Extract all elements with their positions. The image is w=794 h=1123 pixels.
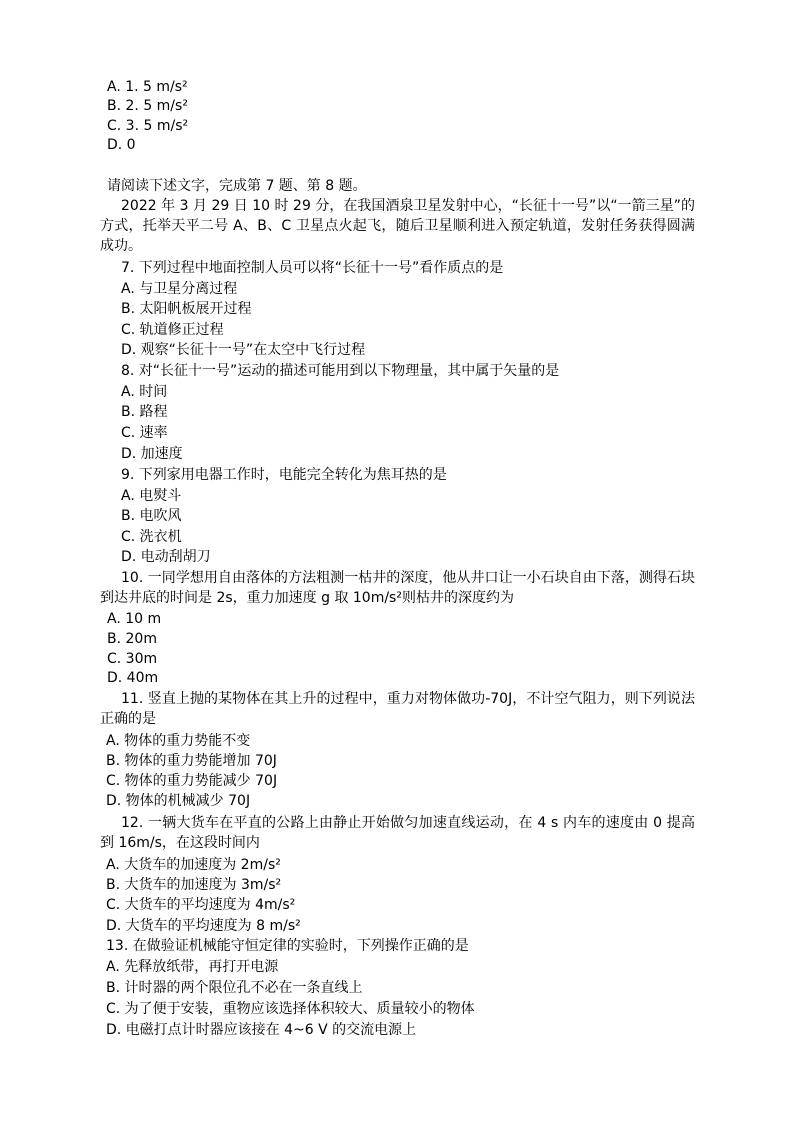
q12-option-d: D. 大货车的平均速度为 8 m/s²: [106, 918, 301, 934]
q7-option-d: D. 观察“长征十一号”在太空中飞行过程: [121, 342, 366, 358]
q9-stem: 9. 下列家用电器工作时，电能完全转化为焦耳热的是: [121, 467, 447, 483]
q13-option-a: A. 先释放纸带，再打开电源: [106, 959, 279, 975]
q9-option-a: A. 电熨斗: [121, 488, 182, 504]
q13-option-d: D. 电磁打点计时器应该接在 4~6 V 的交流电源上: [106, 1022, 417, 1038]
q7-option-a: A. 与卫星分离过程: [121, 281, 238, 297]
q8-option-a: A. 时间: [121, 384, 168, 400]
q11-stem: 11. 竖直上抛的某物体在其上升的过程中，重力对物体做功-70J，不计空气阻力，则下列说法正确的是: [100, 691, 695, 727]
reading-passage: 2022 年 3 月 29 日 10 时 29 分，在我国酒泉卫星发射中心，“长征十一号”以“一箭三星”的方式，托举天平二号 A、B、C 卫星点火起飞，随后卫星顺利进入预定轨道，发射任务获得圆满成功。: [100, 198, 695, 254]
q7-option-c: C. 轨道修正过程: [121, 322, 224, 338]
prev-option-a: A. 1. 5 m/s²: [107, 79, 188, 95]
reading-instruction: 请阅读下述文字，完成第 7 题、第 8 题。: [107, 178, 367, 194]
q12-option-c: C. 大货车的平均速度为 4m/s²: [106, 897, 296, 913]
q12-option-a: A. 大货车的加速度为 2m/s²: [106, 857, 281, 873]
q7-stem: 7. 下列过程中地面控制人员可以将“长征十一号”看作质点的是: [121, 260, 504, 276]
q13-option-c: C. 为了便于安装，重物应该选择体积较大、质量较小的物体: [106, 1001, 475, 1017]
q10-option-d: D. 40m: [107, 670, 159, 686]
prev-option-c: C. 3. 5 m/s²: [107, 118, 189, 134]
q8-option-b: B. 路程: [121, 404, 168, 420]
q7-option-b: B. 太阳帆板展开过程: [121, 301, 252, 317]
q8-option-d: D. 加速度: [121, 446, 183, 462]
q12-option-b: B. 大货车的加速度为 3m/s²: [106, 877, 282, 893]
q8-stem: 8. 对“长征十一号”运动的描述可能用到以下物理量，其中属于矢量的是: [121, 363, 560, 379]
prev-option-d: D. 0: [107, 137, 136, 153]
prev-option-b: B. 2. 5 m/s²: [107, 98, 188, 114]
q10-stem: 10. 一同学想用自由落体的方法粗测一枯井的深度，他从井口让一小石块自由下落，测得石块到达井底的时间是 2s，重力加速度 g 取 10m/s²则枯井的深度约为: [100, 570, 695, 606]
q11-option-b: B. 物体的重力势能增加 70J: [106, 753, 277, 769]
q13-stem: 13. 在做验证机械能守恒定律的实验时，下列操作正确的是: [106, 938, 469, 954]
q11-option-d: D. 物体的机械减少 70J: [106, 793, 251, 809]
q8-option-c: C. 速率: [121, 425, 168, 441]
q12-stem: 12. 一辆大货车在平直的公路上由静止开始做匀加速直线运动，在 4 s 内车的速度由 0 提高到 16m/s，在这段时间内: [100, 815, 695, 851]
q10-option-a: A. 10 m: [107, 611, 162, 627]
q13-option-b: B. 计时器的两个限位孔不必在一条直线上: [106, 980, 363, 996]
q9-option-c: C. 洗衣机: [121, 529, 182, 545]
q10-option-b: B. 20m: [107, 631, 157, 647]
q11-option-a: A. 物体的重力势能不变: [106, 733, 251, 749]
q10-option-c: C. 30m: [107, 651, 158, 667]
q11-option-c: C. 物体的重力势能减少 70J: [106, 773, 278, 789]
q9-option-d: D. 电动刮胡刀: [121, 549, 211, 565]
q9-option-b: B. 电吹风: [121, 508, 182, 524]
